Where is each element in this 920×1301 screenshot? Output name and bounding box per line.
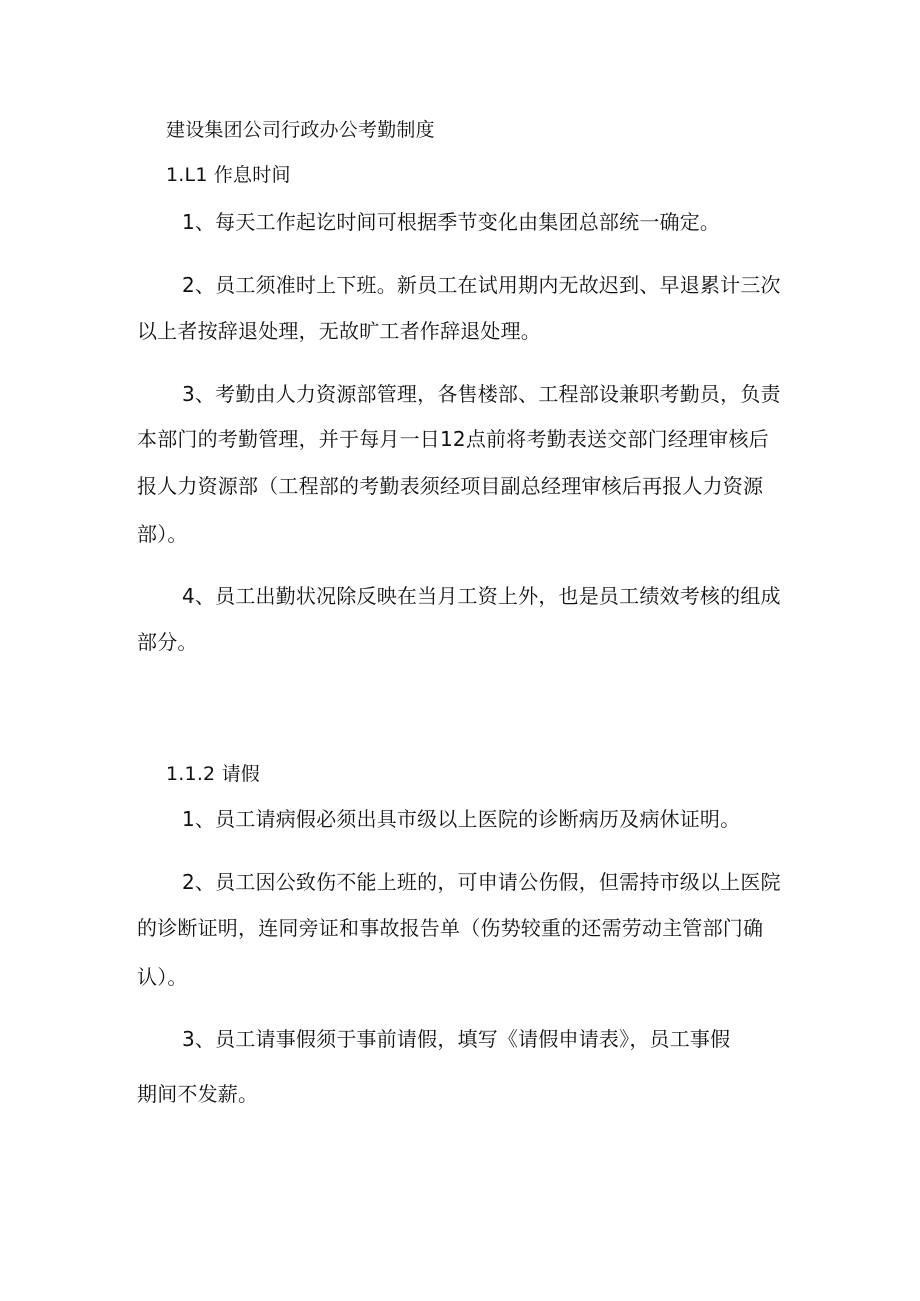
work-hours-item-3-line-4: 部）。 bbox=[137, 522, 188, 546]
work-hours-item-2-line-1: 2、员工须准时上下班。新员工在试用期内无故迟到、早退累计三次 bbox=[182, 273, 781, 297]
document-title: 建设集团公司行政办公考勤制度 bbox=[166, 119, 435, 141]
leave-item-3-line-2: 期间不发薪。 bbox=[137, 1082, 259, 1106]
work-hours-item-2-line-2: 以上者按辞退处理，无故旷工者作辞退处理。 bbox=[137, 319, 541, 343]
section-heading-work-hours: 1.L1 作息时间 bbox=[166, 164, 291, 186]
leave-item-2-line-3: 认）。 bbox=[137, 965, 188, 989]
leave-item-1: 1、员工请病假必须出具市级以上医院的诊断病历及病休证明。 bbox=[182, 807, 741, 831]
work-hours-item-4-line-2: 部分。 bbox=[137, 630, 198, 654]
section-heading-leave: 1.1.2 请假 bbox=[166, 763, 260, 785]
leave-item-3-line-1: 3、员工请事假须于事前请假，填写《请假申请表》，员工事假 bbox=[182, 1027, 731, 1051]
work-hours-item-3-line-2: 本部门的考勤管理，并于每月一日12点前将考勤表送交部门经理审核后 bbox=[137, 427, 769, 451]
work-hours-item-1: 1、每天工作起讫时间可根据季节变化由集团总部统一确定。 bbox=[182, 210, 721, 234]
work-hours-item-4-line-1: 4、员工出勤状况除反映在当月工资上外，也是员工绩效考核的组成 bbox=[182, 584, 781, 608]
leave-item-2-line-2: 的诊断证明，连同旁证和事故报告单（伤势较重的还需劳动主管部门确 bbox=[137, 916, 764, 940]
work-hours-item-3-line-1: 3、考勤由人力资源部管理，各售楼部、工程部设兼职考勤员，负责 bbox=[182, 382, 781, 406]
work-hours-item-3-line-3: 报人力资源部（工程部的考勤表须经项目副总经理审核后再报人力资源 bbox=[137, 474, 764, 498]
leave-item-2-line-1: 2、员工因公致伤不能上班的，可申请公伤假，但需持市级以上医院 bbox=[182, 870, 781, 894]
